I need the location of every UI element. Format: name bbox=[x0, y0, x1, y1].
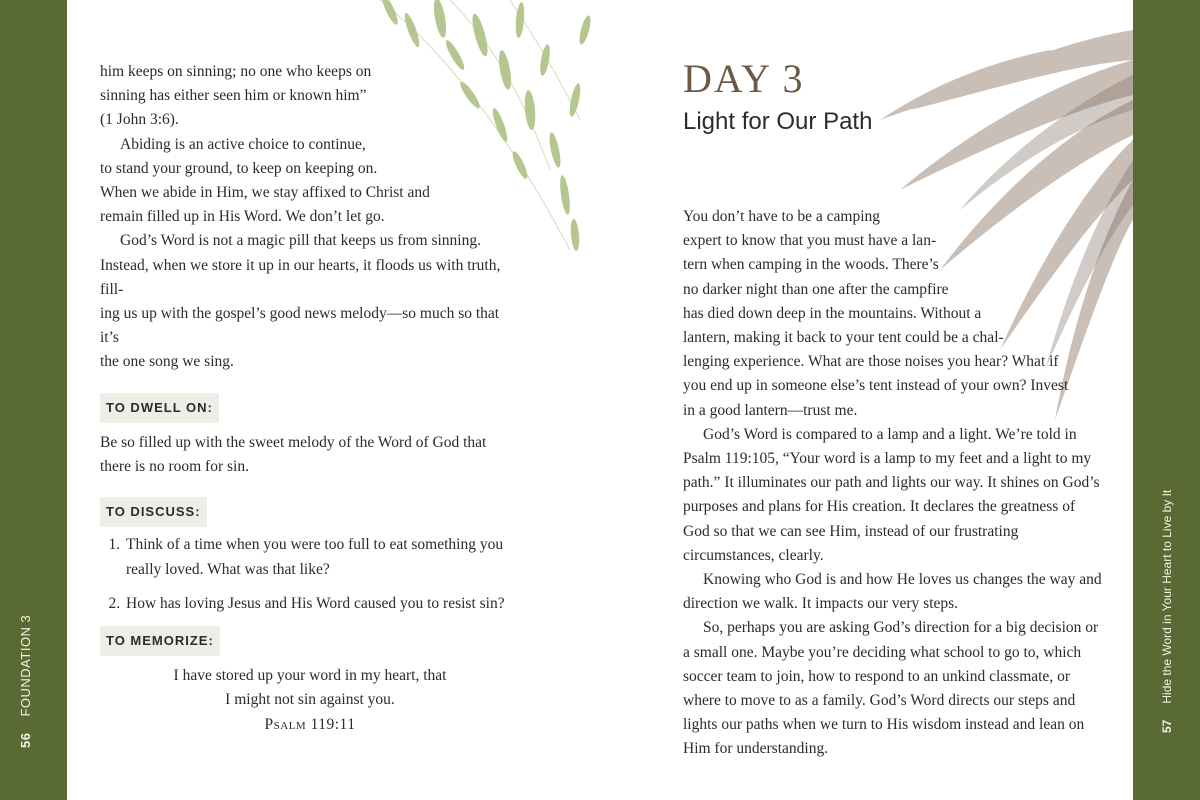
abide-line-2: to stand your ground, to keep on keeping on. bbox=[100, 159, 378, 177]
intro-line-6: lantern, making it back to your tent could be a chal- bbox=[683, 329, 1004, 347]
abide-line-3: When we abide in Him, we stay affixed to Christ and bbox=[100, 184, 430, 202]
memory-verse-reference: Psalm 119:11 bbox=[264, 715, 356, 733]
abide-line-1: Abiding is an active choice to continue, bbox=[120, 135, 366, 153]
memory-verse-line-2: I might not sin against you. bbox=[225, 691, 395, 709]
right-page-number: 57 bbox=[1160, 719, 1174, 733]
intro-line-9: in a good lantern—trust me. bbox=[683, 401, 858, 419]
intro-line-3: tern when camping in the woods. There’s bbox=[683, 256, 939, 274]
intro-line-1: You don’t have to be a camping bbox=[683, 208, 881, 225]
intro-line-7: lenging experience. What are those noises you hear? What if bbox=[683, 353, 1059, 371]
intro-line-5: has died down deep in the mountains. Without a bbox=[683, 304, 982, 322]
day-heading: DAY 3 bbox=[683, 56, 805, 101]
abide-line-4: remain filled up in His Word. We don’t let go. bbox=[100, 208, 385, 226]
word-line-3: ing us up with the gospel’s good news melody—so much so that it’s bbox=[100, 305, 500, 347]
intro-line-8: you end up in someone else’s tent instead of your own? Invest bbox=[683, 377, 1069, 395]
memory-verse-line-1: I have stored up your word in my heart, that bbox=[173, 667, 447, 685]
knowing-paragraph: Knowing who God is and how He loves us changes the way and direction we walk. It impacts our very steps. bbox=[683, 571, 1102, 613]
right-page-body bbox=[683, 205, 1103, 762]
left-page-body bbox=[100, 60, 520, 737]
discuss-item-1: 1. Think of a time when you were too full to eat something you really loved. What was that like? bbox=[124, 533, 520, 581]
continuation-line-1: him keeps on sinning; no one who keeps on bbox=[100, 63, 372, 80]
memory-verse bbox=[100, 664, 520, 737]
discuss-label: TO DISCUSS: bbox=[100, 497, 207, 527]
intro-line-2: expert to know that you must have a lan- bbox=[683, 232, 937, 250]
word-line-4: the one song we sing. bbox=[100, 353, 234, 371]
left-margin-band bbox=[0, 0, 67, 800]
direction-paragraph: So, perhaps you are asking God’s direction for a big decision or a small one. Maybe you’re deciding what school to go to, which soccer team to join, how to respond to an unkind classmate, or where to move to as a family. God’s Word directs our steps and lights our paths when we turn to His wisdom instead and lean on Him for understanding. bbox=[683, 619, 1099, 758]
word-line-1: God’s Word is not a magic pill that keeps us from sinning. bbox=[120, 232, 481, 250]
right-running-head bbox=[1160, 490, 1174, 733]
memorize-section bbox=[100, 626, 520, 737]
lamp-paragraph: God’s Word is compared to a lamp and a light. We’re told in Psalm 119:105, “Your word is a lamp to my feet and a light to my path.” It illuminates our path and lights our way. It shines on God’s purposes and plans for His creation. It declares the greatness of God so that we can see Him, instead of our frustrating circumstances, clearly. bbox=[683, 425, 1100, 564]
dwell-label: TO DWELL ON: bbox=[100, 393, 219, 423]
discuss-item-2: 2. How has loving Jesus and His Word caused you to resist sin? bbox=[124, 592, 520, 616]
right-section-title: Hide the Word in Your Heart to Live by It bbox=[1160, 489, 1174, 704]
continuation-line-3: (1 John 3:6). bbox=[100, 111, 179, 129]
continuation-line-2: sinning has either seen him or known him” bbox=[100, 87, 367, 105]
dwell-text: Be so filled up with the sweet melody of the Word of God that there is no room for sin. bbox=[100, 433, 487, 476]
intro-line-4: no darker night than one after the campfire bbox=[683, 280, 949, 298]
discuss-list bbox=[100, 533, 520, 616]
dwell-section bbox=[100, 393, 520, 480]
left-page-number: 56 bbox=[18, 732, 33, 748]
page-title: Light for Our Path bbox=[683, 108, 873, 135]
memorize-label: TO MEMORIZE: bbox=[100, 626, 220, 656]
left-running-head bbox=[18, 615, 33, 748]
word-line-2: Instead, when we store it up in our hearts, it floods us with truth, fill- bbox=[100, 256, 501, 298]
discuss-section bbox=[100, 497, 520, 616]
left-section-title: FOUNDATION 3 bbox=[18, 614, 33, 717]
